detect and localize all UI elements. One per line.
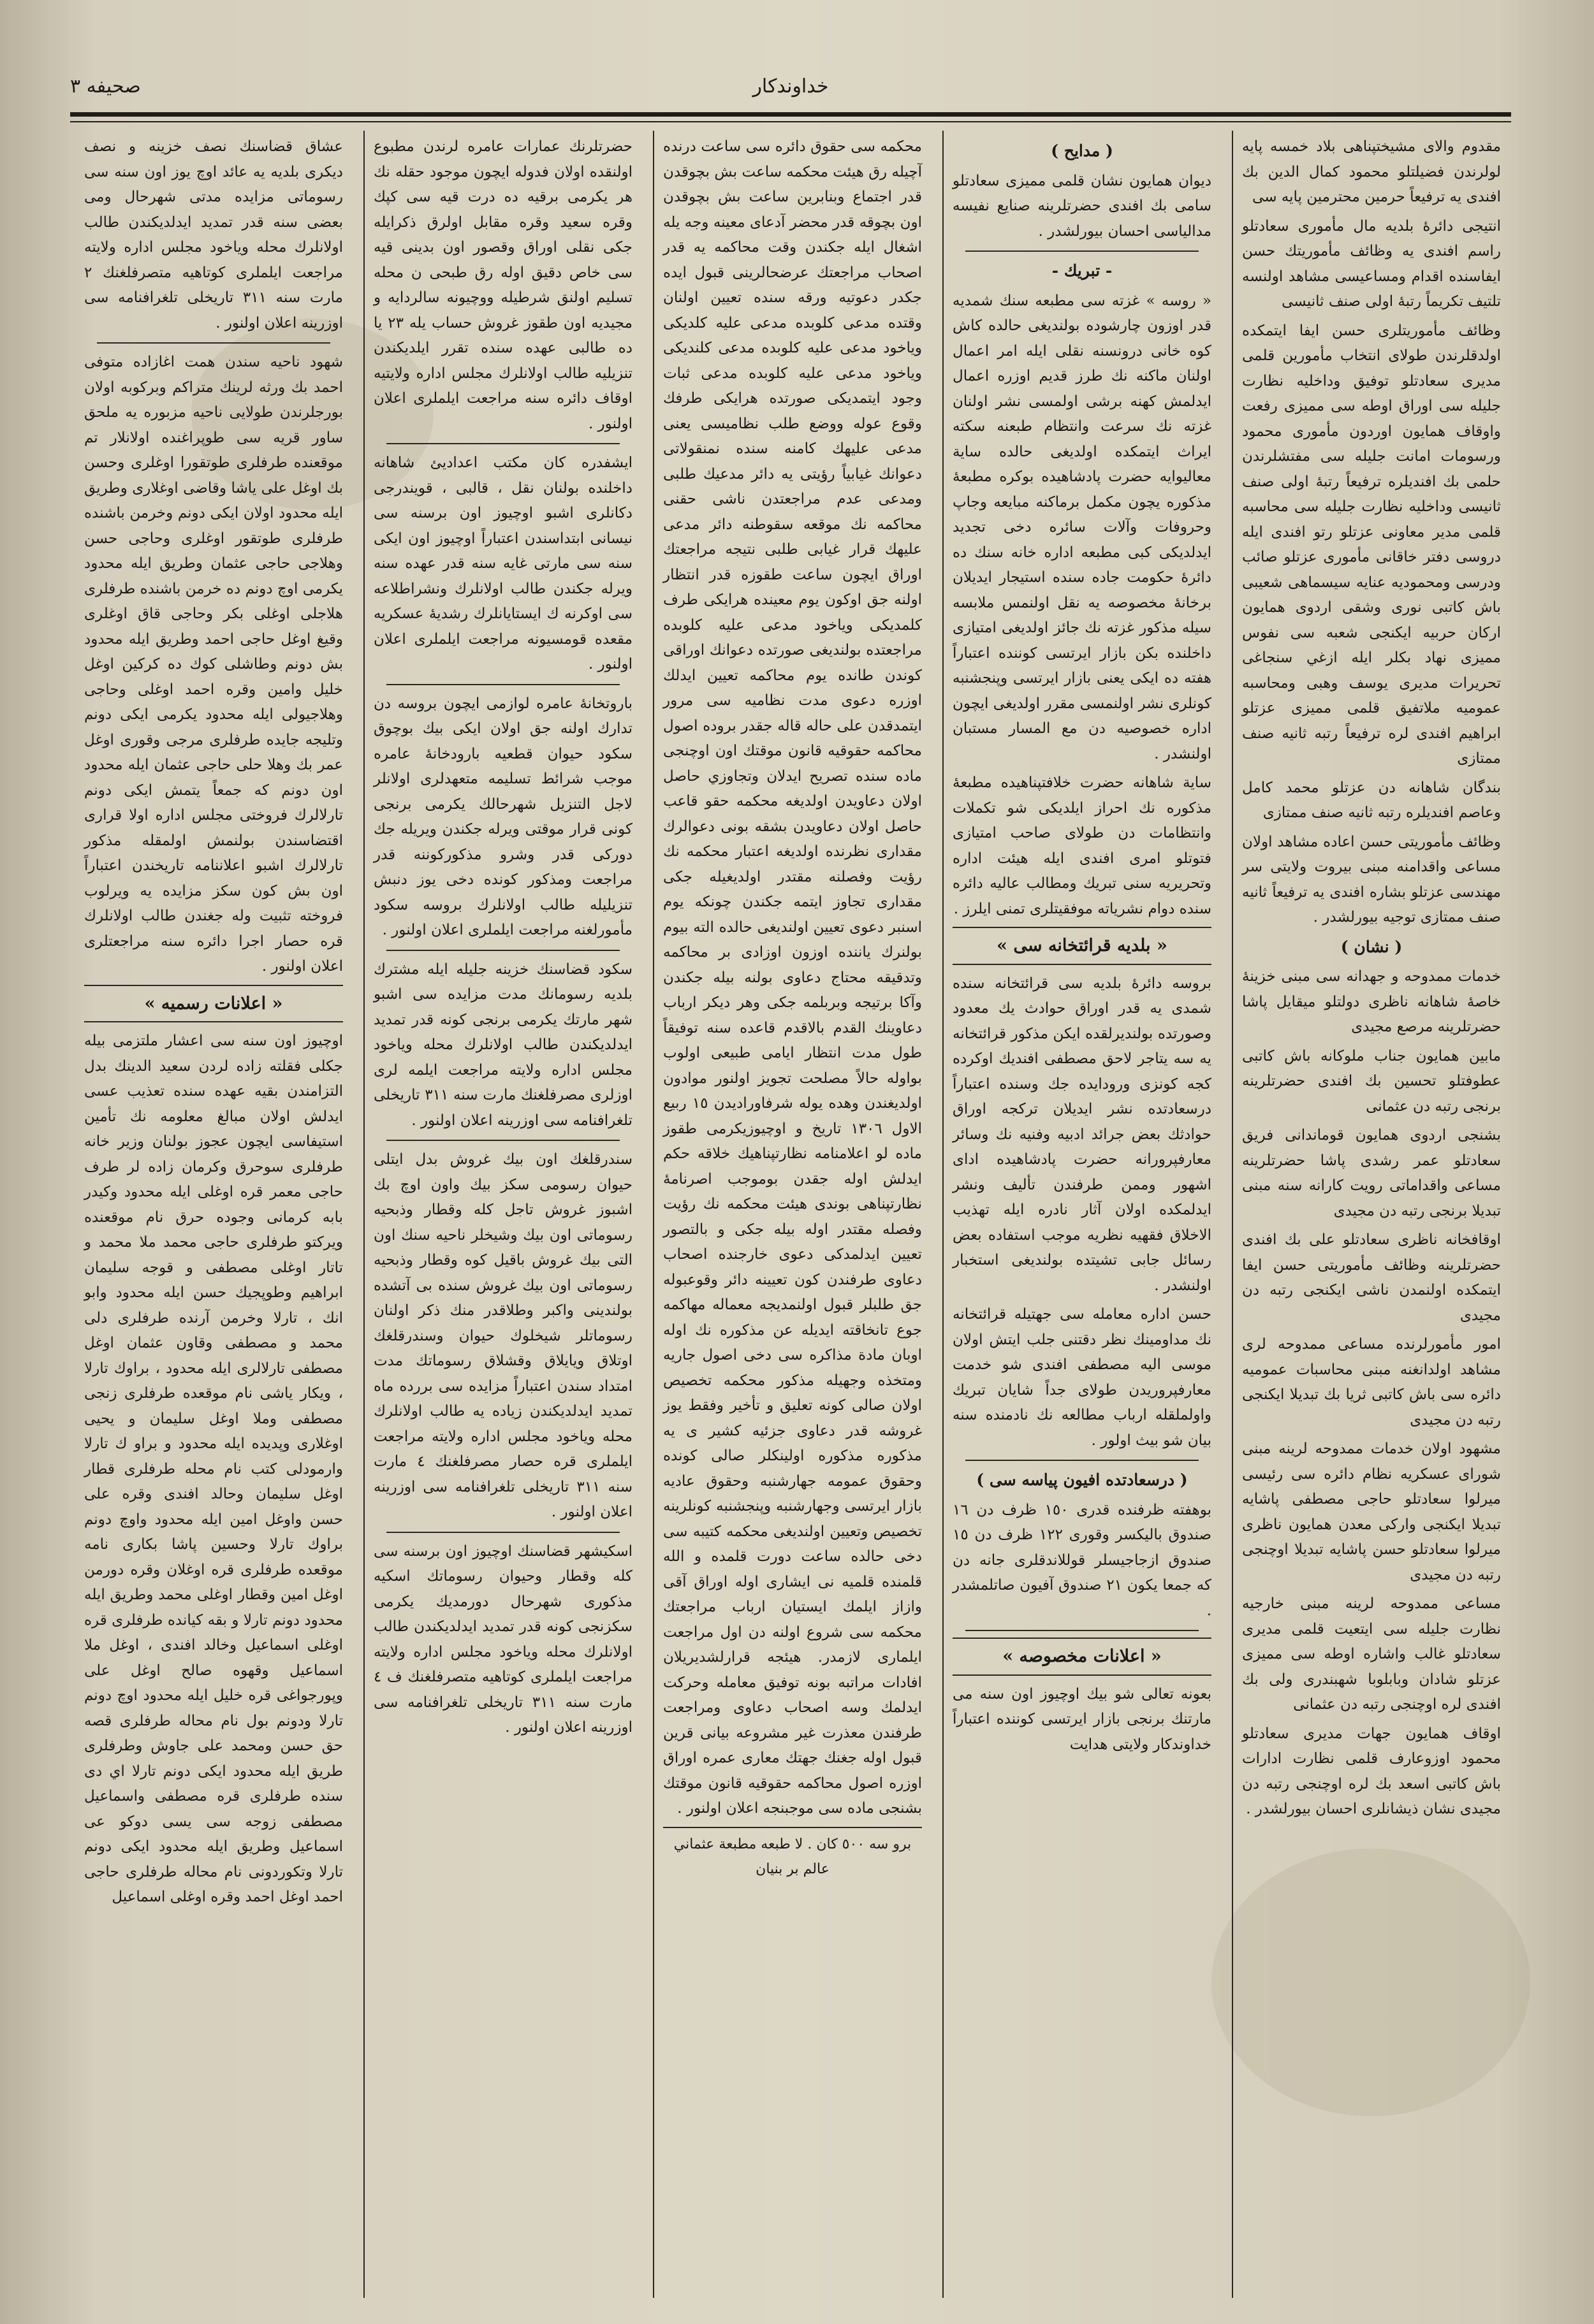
article-paragraph: سكود قضاسنك خزينه جليله ايله مشترك بلديه رسومانك مدت مزايده سى اشبو شهر مارتك يكرمى برنجى كونه قدر تمديد ايدلديكندن طالب اولانلرك محله وياخود مجلس اداره ولايته مراجعت ايلمه لرى اوزلرى مصرفلغنك مارت سنه ٣١١ تاريخلى تلغرافنامه سى اوزرينه اعلان اولنور .	[374, 961, 632, 1129]
article-paragraph: انتيجى دائرهٔ بلديه مال مأمورى سعادتلو راسم افندى يه وظائف مأموريتك حسن ايفاسنده اقدام ومساعيسى مشاهد اولنسه تلتيف تكريماً رتبهٔ اولى صنف ثانيسى	[1242, 217, 1501, 310]
section-separator	[965, 251, 1199, 252]
masthead-rule	[70, 112, 1511, 117]
article-paragraph: مساعى ممدوحه لرينه مبنى خارجيه نظارت جليله سى ايتعيت قلمى مديرى سعادتلو غالب واشاره اوطه سى مميزى عزتلو شادان وبابلوبا شهبندرى ولى بك افندى لره اوچنجى رتبه دن عثمانى	[1242, 1595, 1501, 1713]
column-2	[942, 131, 1220, 2298]
article-paragraph: مشهود اولان خدمات ممدوحه لرينه مبنى شوراى عسكريه نظام دائره سى رئيسى ميرلوا سعادتلو حاجى مصطفى پاشايه تبديلا ايكنجى واركى معدن همايون ناظرى ميرلوا سعادتلو حسن پاشايه تبديلا اوچنجى رتبه دن مجيدى	[1242, 1441, 1501, 1583]
article-paragraph: وظائف مأموريتلرى حسن ايفا ايتمكده اولدقلرندن طولاى انتخاب مأمورين قلمى مديرى سعادتلو توفيق وداخليه نظارت جليله سى اوراق اوطه سى مميزى رفعت واوقاف همايون اوردون مأمورى محمود ورسومات امانت جليله سى مفتشلرندن حلمى بك افنديلره ترفيعاً رتبهٔ اولى صنف ثانيسى وداخليه نظارت جليله سى محاسبه قلمى مدير معاونى عزتلو رتو افندى ايله دروسى دفتر خاقانى مأمورى عزتلو صائب ودرسى ومحموديه عنايه سيسماهى شعيبى باش كاتبى نورى وشقى اردوى همايون اركان حربيه ايكنجى شعبه سى نفوس مميزى نهاد بكلر ايله ازغي سنجاغى تحريرات مديرى يوسف وهبى ومحاسبه عموميه ملاتفيق قلمى مميزى عزتلو ابراهيم افندى لره ترفيعاً رتبه ثانيه صنف ممتازى	[1242, 322, 1501, 767]
article-paragraph: ايشفدره كان مكتب اعداديئ شاهانه داخلنده بولنان نقل ، قالبى ، قويندرجى دكانلرى اشبو اوچيوز اون برسنه سى نيسانى ابتداسندن اعتباراً اوچيوز اون ايكى سنه سى مارتى غايه سنه قدر عهده سنه ويرله جكندن طالب اولانلرك ونشراطلاعه سى اوكرنه ك ايستايانلرك رشديهٔ عسكريه مقعده قومسيونه مراجعت ايلملرى اعلان اولنور .	[374, 454, 632, 672]
sub-heading: ( مدايح )	[1051, 142, 1113, 160]
article-paragraph: خدمات ممدوحه و جهدانه سى مبنى خزينهٔ خاصهٔ شاهانه ناظرى دولتلو ميقايل پاشا حضرتلرينه مرصع مجيدى	[1242, 968, 1501, 1035]
section-heading: « اعلانات مخصوصه »	[953, 1638, 1211, 1676]
article-paragraph: بعونه تعالى شو بيك اوچيوز اون سنه مى مارتنك برنجى بازار ايرتسى كوننده اعتباراً خداوندكار ولايتى هدايت	[953, 1685, 1211, 1753]
section-separator	[386, 443, 620, 444]
article-paragraph: محكمه سى حقوق دائره سى ساعت درنده آچيله رق هيئت محكمه ساعت بش بچوقدن قدر اجتماع وبنابرين ساعت بش بچوقدن اون بچوقه قدر محضر آدعاى معينه وجه يله اشغال ايله جكندن وقت محاكمه يه قدر اصحاب مراجعتك عرضحالرينى قبول ايده جكدر دعوتيه ورقه سنده تعيين اولنان وقتده مدعى كلوبده مدعى عليه كلديكى وياخود مدعى عليه كلوبده مدعى كلنديكى وياخود مدعى عليه كلوبده مدعى ثبات وجود ايتمديكى صورتده هرايكى طرفك وقوع عوله ووضع طلب نظاميسى يعنى مدعى عليهك كامنه سنده نمنقولاتى دعوانك غيابياً رؤيتى يه دائر مدعيك طلبى ومدعى عدم مراجعتدن ناشى حقنى محاكمه نك موقعه سقوطنه دائر مدعى عليهك قرار غيابى طلبى نتيجه مراجعتك اوراق ايچون ساعت طقوزه قدر انتظار اولنه جق اوكون يوم معينده هرايكى طرف كلمديكى وياخود مدعى عليه كلوبده مراجعتده بولنديغى صورتده دعوانك اوراقى كوندن طانده يوم محاكمه تعيين ايدلك اوزره دعوى مدت نظاميه سى مرور ايتمدقدن على حاله قاله جقدر بروده اصول محاكمه حقوقيه قانون موقتك اون اوچنجى ماده سنده تصريح ايدلان وتجاوزي حاصل اولان دعاويدن اولديغه محكمه حقو قاعب حاصل اولان دعاويدن بشقه بونى دعوالرك مقدارى نظرنده اولديغه اعتبار محكمه نك رؤيت وفصلنه مقتدر اولديغيله جكى مقدارى تجاوز ايتمه جكندن چونكه يوم اسنبر دعوى تعيين اولنديغى حالده الته بيوم بولنرك ياننده اوزون اوزادى بر محاكمه وتدقيقه محتاج دعاوى بولنه بيله جكندن وآكا برتيجه وبربلمه جكى وهر ديكر ارباب دعاوينك القدم بالاقدم قاعده سنه توفيقاً طول مدت انتظار ايامى طبيعى اولوب بواوله حالاً مصلحت تجويز اولنور موادون اولديغندن وهده يوله شرفاوراديدن ١٥ ربيع الاول ١٣٠٦ تاريخ و اوچيوزيكرمى طقوز ماده لو اعلامنامه نظارتپناهيك خلاقه حكم ايدلش اوله جقدن بوموجب اصرنامهٔ نظارتپناهى بوندى هيئت محكمه نك رؤيت وفصله مقتدر اوله بيله جكى و بالتصور تعيين ايدلمدكى دعوى خارجنده اصحاب دعاوى طرفندن كون تعيينه دائر وقوعبوله جق طلبلر قبول اولنمديجه معماله مهاكمه جوع تانخاقته ايديله عن مذكوره نك اوله اوبان مادة مذاكره سى دخى اصول جاريه ومتخذه وجهيله مذكور محكمه تخصيص اولان صالى كونه تعليق و تأخير وفقط يوز غروشه قدر دعاوى جزئيه كشير ى يه مذكوره مذكوره اولينكلر صالى كونده وحقوق عمومه جهارشنبه وحقوق عاديه بازار ايرتسى وجهارشنبه وپنجشنبه كونلرينه تخصيص وتعيين اولنديغى محكمه كتيبه سى دخى حالده ساعت دورت قلمده و الله قلمنده قلميه نى ايشارى اوله اوراق آقى وازاز ايلمك ايستيان ارباب مراجعتك محكمه سى شروع اولنه دن اول مراجعت ايلمارى لازمدر. هيئجه قرارلشديريلان افادات مراتبه بونه توفيق معامله وحركت ايدلمك وسه اصحاب دعاوى ومراجعت طرفندن معذرت غير مشروعه بيانى قرين قبول اوله جغنك جهتك معارى عمره اوراق اوزره اصول محاكمه حقوقيه قانون موقتك بشنجى ماده سى موجبنجه اعلان اولنور .	[663, 138, 922, 1817]
article-paragraph: بشنجى اردوى همايون قوماندانى فريق سعادتلو عمر رشدى پاشا حضرتلرينه مساعى واقداماتى رويت كارانه سنه مبنى تبديلا برنجى رتبه دن مجيدى	[1242, 1127, 1501, 1219]
sub-heading: ( نشان )	[1340, 937, 1403, 956]
article-paragraph: حضرتلرنك عمارات عامره لرندن مطبوع اولنقده اولان فدوله ايچون موجود حقله نك هر يكرمى برقيه ده درت قيه سى كپك وقره سعيد وقره مقابل اولرق ذكرايله جكى نقلى اوراق وقصور اون بدينى قيه سى خاص دقيق اوله رق طبحى ن محله تسليم اولنق شرطيله ووچيونه سالردايه و مجيديه اون طقوز غروش حساب يله ٢٣ يا ده طالبى عهده سنده تقرر ايلديكندن تنزيليه طالب اولانلرك مجلس اداره ولايتيه اوقاف دائره سنه مراجعت ايلملرى اعلان اولنور .	[374, 138, 632, 432]
printer-imprint: برو سه ٥٠٠ كان . لا طبعه مطبعة عثماني عالم بر بنيان	[663, 1827, 922, 1882]
section-separator	[97, 342, 330, 344]
sub-heading: ( درسعادتده افيون پياسه سى )	[976, 1471, 1188, 1489]
article-paragraph: سندرقلغك اون بيك غروش بدل ايتلى حيوان رسومى سكز بيك واون اوچ بك اشبوز غروش تاجل كله وقطار وذبحيه رسوماتى اون بيك وشيخلر ناحيه سنك اون التى بيك غروش باقيل كوه وقطار وذبحيه رسوماتى اون بيك غروش سنده بى آتشده بولندينى واكبر وطلاقدر منك ذكر اولنان رسوماتلر شيخلوك حيوان وسندرقلغك اوتلاق ويايلاق وقشلاق رسوماتك مدت امتداد سندن اعتباراً مزايده سى بررده ماه تمديد ايدلديكندن زياده يه طالب اولانلرك محله وياخود مجلس اداره ولايته مراجعت ايلملرى قره حصار مصرفلغنك ٤ مارت سنه ٣١١ تاريخلى تلغرافنامه سى اوزرينه اعلان اولنور .	[374, 1151, 632, 1520]
section-heading: « اعلانات رسميه »	[84, 985, 343, 1023]
article-paragraph: اوچيوز اون سنه سى اعشار ملتزمى بيله جكلى فقلته زاده لردن سعيد الدينك بدل التزامندن بقيه عهده سنده تعذيب عسى ايدلش اولان مبالغ معلومه نك تأمين استيفاسى ايچون عجوز بولنان وزير خانه طرفلرى سوحرق وكرمان زاده لر طرف حاجى معمر قره اوغلى ايله محدود وكيدر بابه كرمانى وجوده حرق نام موقعنده ويركتو طرفلرى حاجى محمد ملا محمد و تاتار اوغلى مصطفى و قوجه سليمان ابراهيم وطوپجيك حسن ايله محدود وابو انك ، تارلا وخرمن آرنده طرفلرى دلى محمد و مصطفى وقاون عثمان اوغل مصطفى تارلالرى ايله محدود ، براوك تارلا ، ويكار ياشى نام موقعده طرفلرى زنجى مصطفى وملا اوغل سليمان و يحيى اوغلارى وپديده ايله محدود و براو ك تارلا وارمودلى كتب نام محله طرفلرى قطار اوغل سليمان وحالد افندى وقره على حسن واوغل امين ايله محدود واوچ دونم براوك تارلا وحسين پاشا بكارى نامه موقعده طرفلرى قره اوغلان وقره دورمن اوغل امين وقطار اوغلى محمد وطريق ايله محدود دونم تارلا و بقه كيانده طرفلرى قره اوغلى اسماعيل وخالد افندى ، اوغل ملا اسماعيل وقهوه صالح اوغل على وپورجواغى قره خليل ايله محدود اوچ دونم تارلا ودونم بول نام محاله طرفلرى قصه حق حسن ومحمد على جاوش وطرفلرى طريق ايله محدود ايكى دونم تارلا اي دى سنده طرفلرى قره مصطفى واسماعيل مصطفى زوجه سى يسى دوكو عى اسماعيل وطريق ايله محدود ايكى دونم تارلا وتكوردونى نام محاله طرفلرى حاجى احمد اوغل احمد وقره اوغلى اسماعيل	[84, 1033, 343, 1905]
article-paragraph: اوقافخانه ناظرى سعادتلو على بك افندى حضرتلرينه وظائف مأموريتى حسن ايفا ايتمكده اولنمدن ناشى ايكنجى رتبه دن مجيدى	[1242, 1231, 1501, 1324]
article-paragraph: اسكيشهر قضاسنك اوچيوز اون برسنه سى كله وقطار وحيوان رسوماتك اسكيه مذكورى شهرحال دورمديك يكرمى سكزنجى كونه قدر تمديد ايدلديكندن طالب اولانلرك محله وياخود مجلس اداره ولايته مراجعت ايلملرى كوتاهيه متصرفلغنك ف ٤ مارت سنه ٣١١ تاريخلى تلغرافنامه سى اوزرينه اعلان اولنور .	[374, 1543, 632, 1736]
masthead	[70, 75, 1511, 103]
article-paragraph: وظائف مأموريتى حسن اعاده مشاهد اولان مساعى واقدامنه مبنى بيروت ولايتى سر مهندسى عزتلو بشاره افندى يه ترفيعاً ثانيه صنف ممتازى توجيه بيورلشدر .	[1242, 833, 1501, 926]
newspaper-title: خداوندكار	[752, 75, 829, 98]
text-columns	[75, 131, 1510, 2298]
masthead-rule-thin	[70, 121, 1511, 122]
column-3	[653, 131, 931, 2298]
article-paragraph: مابين همايون جناب ملوكانه باش كاتبى عطوفتلو تحسين بك افندى حضرتلرينه برنجى رتبه دن عثمانى	[1242, 1047, 1501, 1115]
section-separator	[965, 1630, 1199, 1631]
article-paragraph: شهود ناحيه سندن همت اغازاده متوفى احمد بك ورثه لرينك متراكم وبركوبه اولان بورجلرندن طولايى ناحيه مزبوره يه ملحق ساور قريه سى طوپراغنده اولانلار تم موقعنده طرفلرى طوتقورا اوغلرى وحسن بك اوغل على ياشا وقاضى اوغلارى وطريق ايله محدود اولان ايكى دونم وخرمن باشنده طرفلرى طوتقور اوغلرى وحاجى حسن وهلاجى حاجى عثمان وطريق ايله محدود يكرمى اوچ دونم ده خرمن باشنده طرفلرى هلاجلى اوغلى بكر وحاجى قاق اوغلرى وقيغ اوغل حاجى احمد وطريق ايله محدود بش دونم وطاشلى كوك ده كركين اوغل خليل وامين وقره احمد اوغلى وحاجى وهلاجيولى ايله محدود يكرمى ايكى دونم وتليجه جايده طرفلرى مرجى وقورى اوغل عمر بك وهلا حلى حاجى عثمان ايله محدود اون دونم كه جمعاً يتمش ايكى دونم تارلالرك فروختى مجلس اداره اولا قرارى اقتضاسندن بولنمش اولمقله مذكور تارلالرك اشبو اعلاننامه تاريخندن اعتباراً اون بش كون سكز مزايده يه ويرلوب فروخته تثبيت وله جغندن طالب اولانلرك قره حصار اجرا دائره سنه مراجعتلرى اعلان اولنور .	[84, 354, 343, 975]
article-paragraph: امور مأمورلرنده مساعى ممدوحه لرى مشاهد اولدانغنه مبنى محاسبات عموميه دائره سى باش كاتبى ثريا بك تبديلا ايكنجى رتبه دن مجيدى	[1242, 1336, 1501, 1428]
article-paragraph: بندگان شاهانه دن عزتلو محمد كامل وعاصم افنديلره رتبه ثانيه صنف ممتازى	[1242, 779, 1501, 821]
article-paragraph: اوقاف همايون جهات مديرى سعادتلو محمود اوزوعارف قلمى نظارت ادارات باش كاتبى اسعد بك لره اوچنجى رتبه دن مجيدى نشان ذيشانلرى احسان بيورلشدر .	[1242, 1725, 1501, 1817]
section-separator	[386, 1140, 620, 1141]
article-paragraph: باروتخانهٔ عامره لوازمى ايچون بروسه دن تدارك اولنه جق اولان ايكى بيك بوچوق سكود حيوان قطعيه بارودخانهٔ عامره موجب شرائط تسليمه متعهدلرى اولانلر لاجل التنزيل شهرحالك يكرمى برنجى كونى قرار موقتى ويرله جكندن ويريله جك دوركى قدر وشرو مذكوركوننه قدر مراجعت ومذكور كونده دخى يوز دنبش تنزيليله طالب اولانلرك بروسه سكود مأمورلغنه مراجعت ايلملرى اعلان اولنور .	[374, 695, 632, 938]
column-5	[75, 131, 352, 2298]
sub-heading: - تبريك -	[1051, 261, 1113, 280]
section-separator	[386, 684, 620, 685]
section-separator	[386, 950, 620, 951]
article-paragraph: ساية شاهانه حضرت خلافتپناهيده مطبعهٔ مذكوره نك احراز ايلديكى شو تكملات وانتظامات دن طولاى صاحب امتيازى فتوتلو امرى افندى ايله هيئت اداره وتحريريه سنى تبريك ومطالب عاليه دائره سنده دوام نشرياته موفقيتلرى تمنى ايلرز .	[953, 774, 1211, 917]
column-1	[1232, 131, 1510, 2298]
article-paragraph: بروسه دائرهٔ بلديه سى قرائتخانه سنده شمدى يه قدر اوراق حوادث يك معدود وصورتده بولنديرلقده ايكن مذكور قرائتخانه يه سه يتاجر لاحق مصطفى افنديك اوكرده كجه كونزى ورودايده جك وسنده اعتباراً درسعادتده نشر ايديلان تركجه اوراق حوادثك بعض جرائد ادبيه وفنيه نك وسائر معارفپرورانه حضرت پادشاهيده اداى اشهور وممن طرفندن تأليف ونشر ايدلمكده اولان آثار نادره ايله تهذيب الاخلاق فقهيه نظريه موجب استفاده بعض رسائل جابى تشيتده بولنديغى استخبار اولنشدر .	[953, 975, 1211, 1294]
article-paragraph: مقدوم والاى مشيختپناهى بلاد خمسه پايه لولرندن فضيلتلو محمود كمال الدين بك افندى يه ترفيعاً حرمين محترمين پايه سى	[1242, 138, 1501, 205]
article-paragraph: عشاق قضاسنك نصف خزينه و نصف ديكرى بلديه يه عائد اوچ يوز اون سنه سى رسوماتى مزايده مدتى شهرحال ومى بعضى سنه قدر تمديد ايدلديكندن طالب اولانلرك محله وياخود مجلس اداره ولايته مراجعت ايلملرى كوتاهيه متصرفلغنك ٢ مارت سنه ٣١١ تاريخلى تلغرافنامه سى اوزرينه اعلان اولنور .	[84, 138, 343, 331]
section-separator	[386, 1532, 620, 1533]
page-number: صحيفه ۳	[70, 75, 141, 98]
article-paragraph: بوهفته ظرفنده قدرى ١٥٠ ظرف دن ١٦ صندوق باليكسر وقورى ١٢٢ ظرف دن ١٥ صندوق ازجاجيسلر قوللاندقلرى جانه دن كه جمعا يكون ٢١ صندوق آفيون صاتلمشدر .	[953, 1501, 1212, 1619]
section-separator	[965, 1460, 1199, 1461]
column-4	[363, 131, 641, 2298]
article-paragraph: « روسه » غزته سى مطبعه سنك شمديه قدر اوزون چارشوده بولنديغى حالده كاش كوه خانى درونسنه نقلى ايله امر اعمال اولنان ماكنه نك طرز قديم اوزره اعمال ايدلمش كهنه برشى اولمسى نشر اولنان غزته نك سرعت وانتظام طبعنه سكته ايراث ايتمكده اولديغى حالده ساية معاليوايه حضرت پادشاهيده بوكره مطبعهٔ مذكوره يچون مكمل برماكنه مبايعه وجاپ وحروفات وآلات سائره دخى تجديد ايدلديكى كبى مطبعه اداره خانه سنك ده دائرهٔ حكومت جاده سنده استيجار ايديلان برخانهٔ مخصوصه يه نقل اولنمس ملابسه سيله مذكور غزته نك جائز اولديغى امتيازى داخلنده بكن بازار ايرتسى كوننده اعتباراً هفته ده ايكى يعنى بازار ايرتسى وپنجشنبه كونلرى نشر اولنمسى مقرر اولديغى ايچون اداره خصوصيه دن مع المسار مستبان اولنشدر .	[953, 292, 1211, 762]
section-heading: « بلديه قرائتخانه سى »	[953, 927, 1211, 965]
article-paragraph: ديوان همايون نشان قلمى مميزى سعادتلو سامى بك افندى حضرتلرينه صنايع نفيسه مدالياسى احسان بيورلشدر .	[953, 172, 1211, 240]
article-paragraph: حسن اداره معامله سى جهتيله قرائتخانه نك مداومينك نظر دقتنى جلب ايتش اولان موسى اليه مصطفى افندى شو خدمت معارفپروريدن طولاى جداً شايان تبريك واولملقله ارباب مطالعه نك نادمنده سنه بيان شو بيث اولور .	[953, 1306, 1211, 1449]
